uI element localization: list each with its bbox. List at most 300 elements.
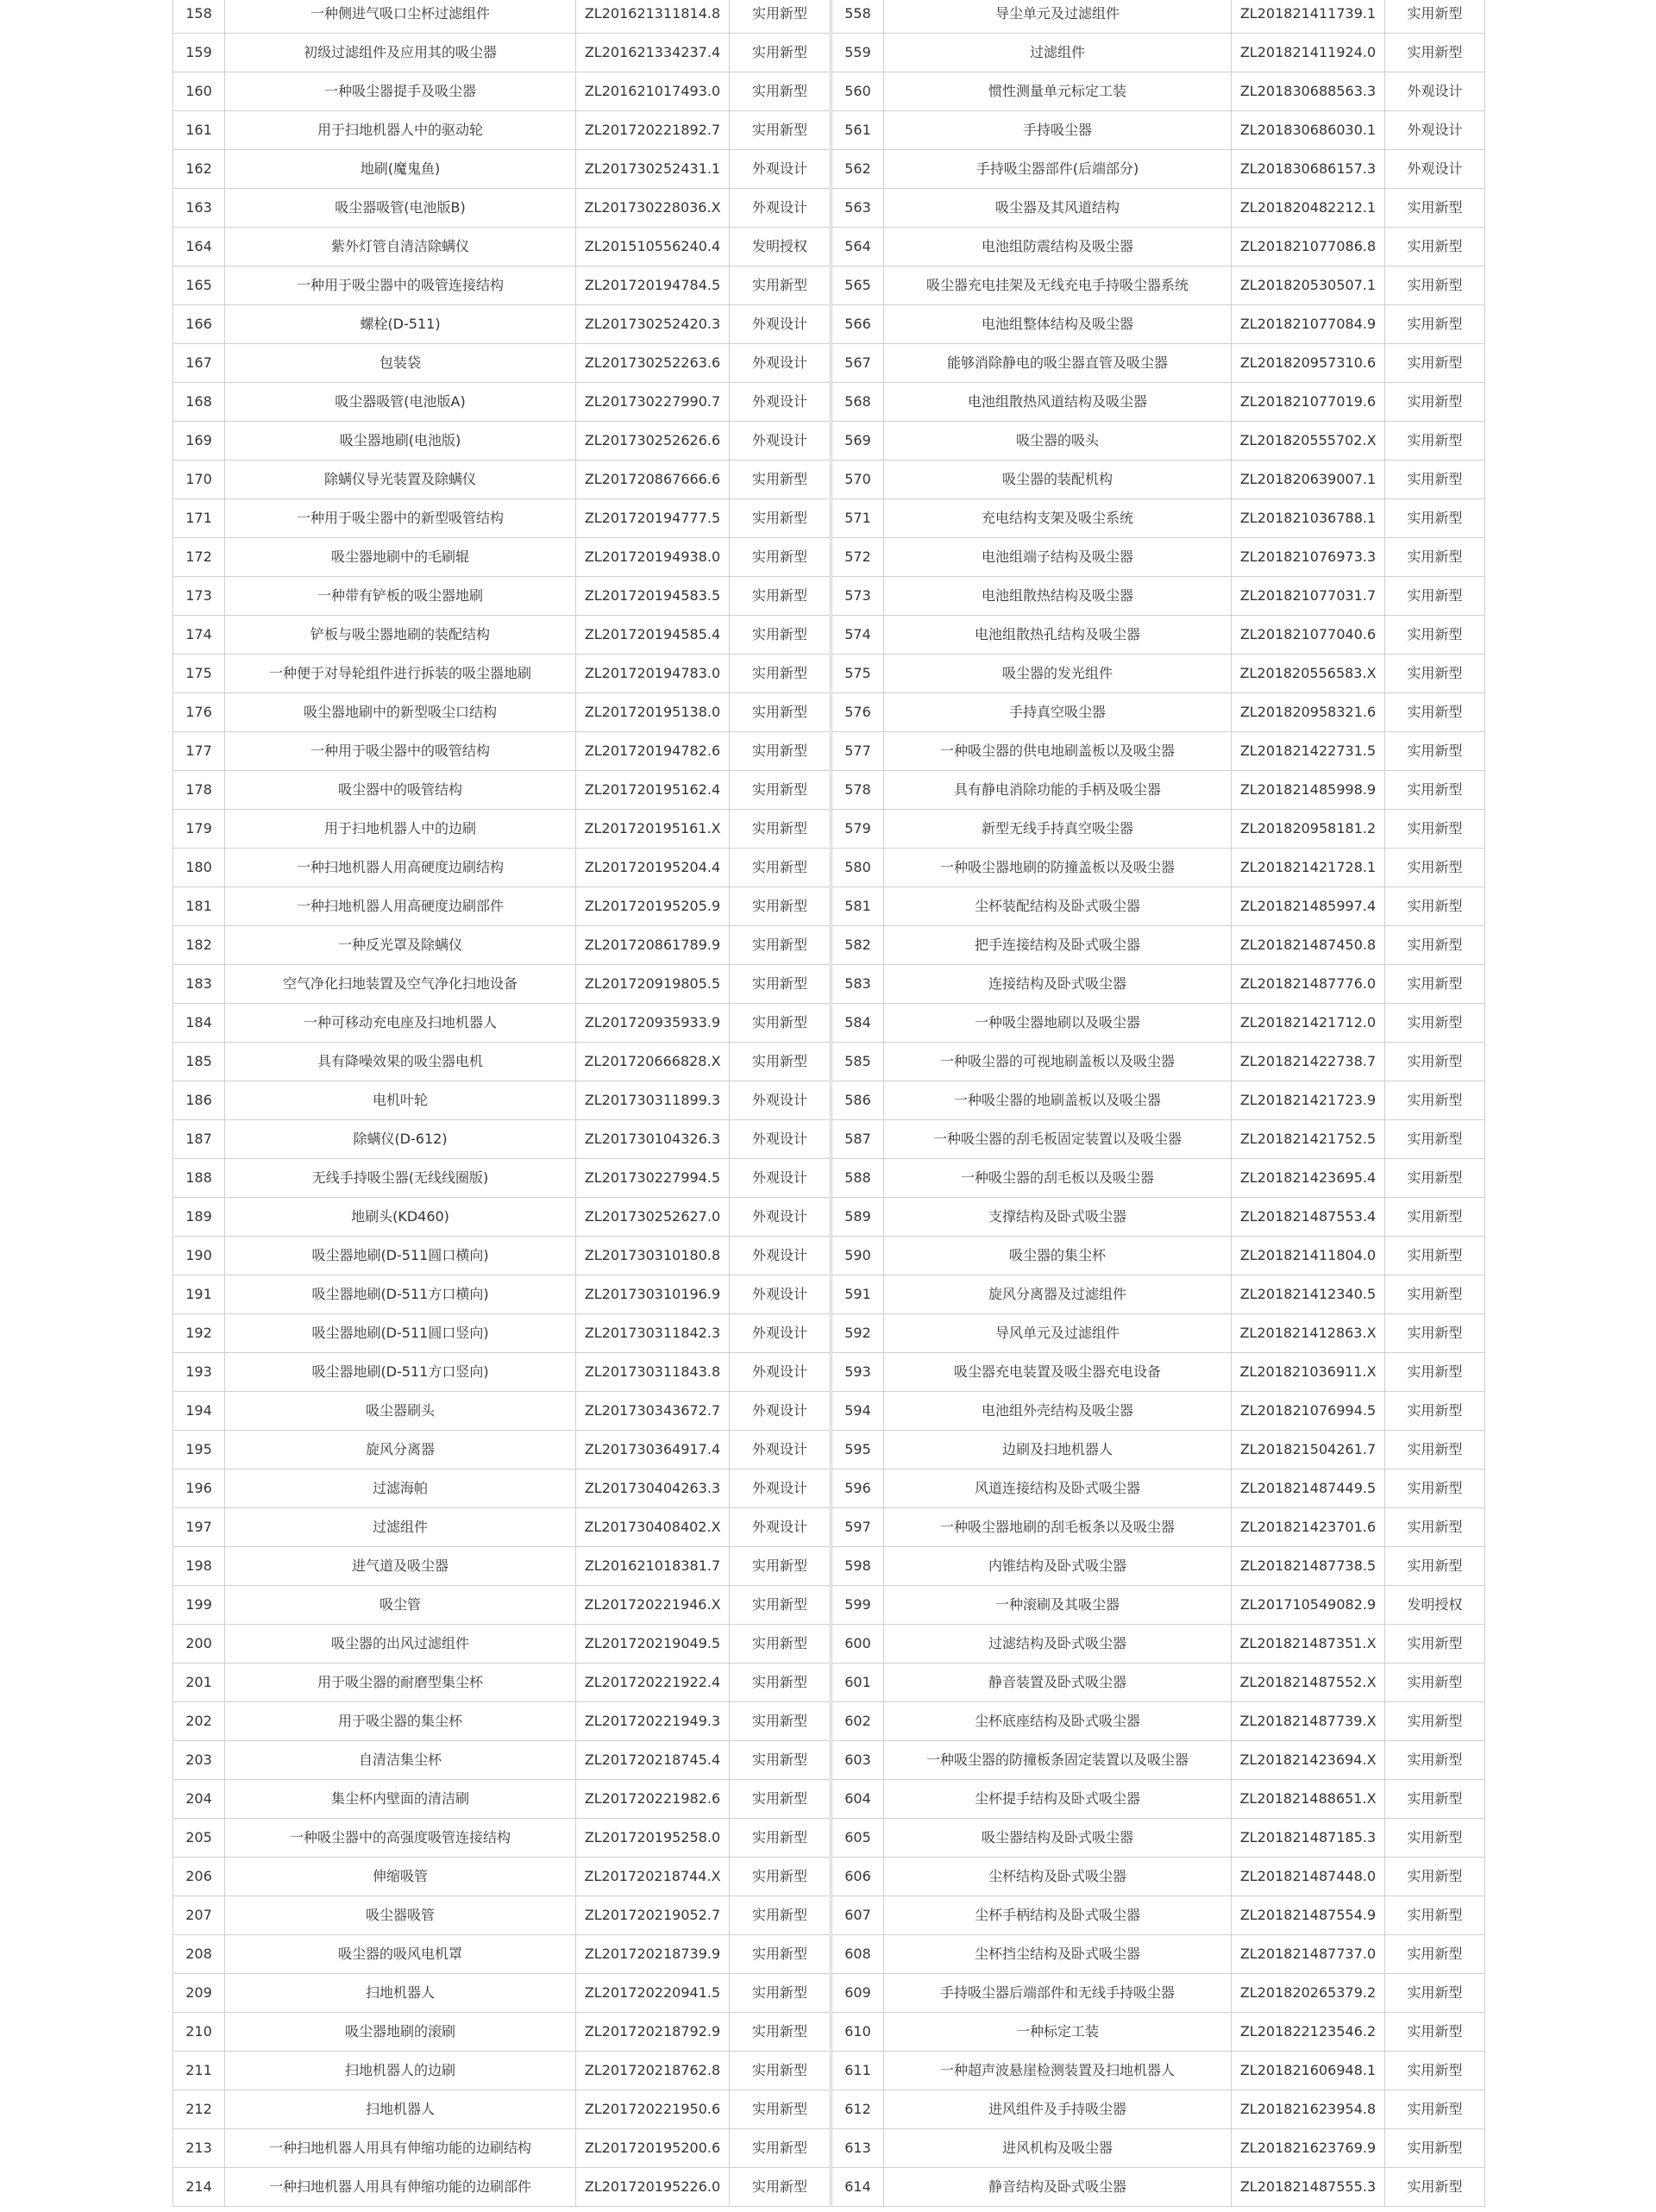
table-row: [832, 34, 1485, 72]
patent-type-cell: 实用新型: [730, 0, 831, 34]
patent-number-cell: ZL201821487449.5: [1232, 1469, 1385, 1508]
table-row: [832, 1664, 1485, 1702]
patent-name-cell: 一种吸尘器中的高强度吸管连接结构: [225, 1819, 576, 1858]
patent-type-cell: 外观设计: [730, 1353, 831, 1392]
patent-name-cell: 进风组件及手持吸尘器: [884, 2090, 1232, 2129]
table-row: [173, 1081, 831, 1120]
table-row: [173, 1237, 831, 1275]
patent-type-cell: 实用新型: [730, 965, 831, 1004]
table-row: [832, 732, 1485, 771]
patent-name-cell: 静音结构及卧式吸尘器: [884, 2168, 1232, 2207]
row-number-cell: 158: [173, 0, 225, 34]
table-row: [832, 344, 1485, 383]
patent-number-cell: ZL201821487739.X: [1232, 1702, 1385, 1741]
patent-number-cell: ZL201820482212.1: [1232, 189, 1385, 228]
table-row: [173, 1974, 831, 2013]
patent-type-cell: 发明授权: [1385, 1586, 1485, 1625]
table-row: [832, 266, 1485, 305]
patent-type-cell: 外观设计: [1385, 72, 1485, 111]
row-number-cell: 595: [832, 1431, 884, 1469]
patent-name-cell: 一种便于对导轮组件进行拆装的吸尘器地刷: [225, 655, 576, 693]
table-row: [832, 1508, 1485, 1547]
patent-name-cell: 旋风分离器及过滤组件: [884, 1275, 1232, 1314]
patent-number-cell: ZL201830688563.3: [1232, 72, 1385, 111]
patent-type-cell: 实用新型: [730, 926, 831, 965]
row-number-cell: 576: [832, 693, 884, 732]
row-number-cell: 196: [173, 1469, 225, 1508]
patent-table-left: [172, 0, 831, 2207]
row-number-cell: 590: [832, 1237, 884, 1275]
patent-name-cell: 静音装置及卧式吸尘器: [884, 1664, 1232, 1702]
table-row: [173, 189, 831, 228]
patent-name-cell: 扫地机器人: [225, 1974, 576, 2013]
table-row: [173, 34, 831, 72]
table-row: [173, 616, 831, 655]
patent-name-cell: 螺栓(D-511): [225, 305, 576, 344]
patent-number-cell: ZL201730408402.X: [576, 1508, 730, 1547]
patent-type-cell: 外观设计: [730, 150, 831, 189]
patent-type-cell: 实用新型: [730, 655, 831, 693]
row-number-cell: 602: [832, 1702, 884, 1741]
patent-number-cell: ZL201720194585.4: [576, 616, 730, 655]
patent-name-cell: 新型无线手持真空吸尘器: [884, 810, 1232, 849]
patent-type-cell: 实用新型: [1385, 1780, 1485, 1819]
patent-number-cell: ZL201720919805.5: [576, 965, 730, 1004]
table-row: [173, 1819, 831, 1858]
patent-number-cell: ZL201720221946.X: [576, 1586, 730, 1625]
patent-type-cell: 实用新型: [730, 2090, 831, 2129]
table-row: [832, 538, 1485, 577]
table-row: [173, 1508, 831, 1547]
table-row: [173, 228, 831, 266]
patent-name-cell: 一种吸尘器提手及吸尘器: [225, 72, 576, 111]
patent-type-cell: 实用新型: [1385, 189, 1485, 228]
patent-name-cell: 一种标定工装: [884, 2013, 1232, 2052]
patent-number-cell: ZL201720195258.0: [576, 1819, 730, 1858]
patent-name-cell: 吸尘器的集尘杯: [884, 1237, 1232, 1275]
patent-name-cell: 除螨仪(D-612): [225, 1120, 576, 1159]
patent-number-cell: ZL201821487555.3: [1232, 2168, 1385, 2207]
patent-type-cell: 实用新型: [1385, 1237, 1485, 1275]
patent-type-cell: 实用新型: [1385, 344, 1485, 383]
table-row: [173, 499, 831, 538]
patent-number-cell: ZL201830686157.3: [1232, 150, 1385, 189]
row-number-cell: 599: [832, 1586, 884, 1625]
row-number-cell: 565: [832, 266, 884, 305]
row-number-cell: 588: [832, 1159, 884, 1198]
patent-type-cell: 实用新型: [1385, 499, 1485, 538]
patent-number-cell: ZL201821487553.4: [1232, 1198, 1385, 1237]
patent-name-cell: 用于扫地机器人中的边刷: [225, 810, 576, 849]
patent-name-cell: 过滤结构及卧式吸尘器: [884, 1625, 1232, 1664]
patent-name-cell: 吸尘器中的吸管结构: [225, 771, 576, 810]
table-row: [173, 1198, 831, 1237]
patent-type-cell: 实用新型: [1385, 383, 1485, 422]
patent-type-cell: 实用新型: [1385, 849, 1485, 887]
patent-type-cell: 实用新型: [1385, 577, 1485, 616]
patent-name-cell: 导风单元及过滤组件: [884, 1314, 1232, 1353]
row-number-cell: 194: [173, 1392, 225, 1431]
patent-name-cell: 吸尘器吸管(电池版A): [225, 383, 576, 422]
patent-name-cell: 吸尘器地刷中的毛刷辊: [225, 538, 576, 577]
table-row: [173, 655, 831, 693]
patent-name-cell: 扫地机器人: [225, 2090, 576, 2129]
patent-number-cell: ZL201730364917.4: [576, 1431, 730, 1469]
patent-number-cell: ZL201822123546.2: [1232, 2013, 1385, 2052]
patent-name-cell: 充电结构支架及吸尘系统: [884, 499, 1232, 538]
table-row: [832, 2090, 1485, 2129]
patent-type-cell: 发明授权: [730, 228, 831, 266]
row-number-cell: 584: [832, 1004, 884, 1043]
table-row: [832, 1702, 1485, 1741]
row-number-cell: 570: [832, 461, 884, 499]
patent-number-cell: ZL201730311842.3: [576, 1314, 730, 1353]
row-number-cell: 574: [832, 616, 884, 655]
patent-type-cell: 实用新型: [1385, 538, 1485, 577]
patent-number-cell: ZL201720195205.9: [576, 887, 730, 926]
patent-type-cell: 实用新型: [1385, 2013, 1485, 2052]
row-number-cell: 183: [173, 965, 225, 1004]
patent-type-cell: 实用新型: [730, 1043, 831, 1081]
patent-type-cell: 实用新型: [730, 849, 831, 887]
table-row: [173, 2013, 831, 2052]
table-row: [832, 771, 1485, 810]
row-number-cell: 587: [832, 1120, 884, 1159]
patent-type-cell: 外观设计: [1385, 150, 1485, 189]
patent-type-cell: 实用新型: [730, 1935, 831, 1974]
patent-number-cell: ZL201720195161.X: [576, 810, 730, 849]
patent-number-cell: ZL201730310180.8: [576, 1237, 730, 1275]
patent-name-cell: 吸尘管: [225, 1586, 576, 1625]
row-number-cell: 163: [173, 189, 225, 228]
patent-name-cell: 过滤海帕: [225, 1469, 576, 1508]
patent-number-cell: ZL201821077019.6: [1232, 383, 1385, 422]
row-number-cell: 191: [173, 1275, 225, 1314]
patent-name-cell: 一种吸尘器的刮毛板以及吸尘器: [884, 1159, 1232, 1198]
row-number-cell: 608: [832, 1935, 884, 1974]
patent-name-cell: 惯性测量单元标定工装: [884, 72, 1232, 111]
patent-name-cell: 电机叶轮: [225, 1081, 576, 1120]
row-number-cell: 571: [832, 499, 884, 538]
table-row: [173, 965, 831, 1004]
patent-name-cell: 过滤组件: [225, 1508, 576, 1547]
row-number-cell: 567: [832, 344, 884, 383]
patent-number-cell: ZL201720195162.4: [576, 771, 730, 810]
patent-type-cell: 实用新型: [1385, 2052, 1485, 2090]
patent-name-cell: 一种带有铲板的吸尘器地刷: [225, 577, 576, 616]
patent-number-cell: ZL201821422738.7: [1232, 1043, 1385, 1081]
patent-number-cell: ZL201821421712.0: [1232, 1004, 1385, 1043]
patent-number-cell: ZL201730104326.3: [576, 1120, 730, 1159]
patent-name-cell: 一种扫地机器人用具有伸缩功能的边刷结构: [225, 2129, 576, 2168]
row-number-cell: 176: [173, 693, 225, 732]
row-number-cell: 159: [173, 34, 225, 72]
row-number-cell: 173: [173, 577, 225, 616]
row-number-cell: 580: [832, 849, 884, 887]
patent-name-cell: 用于吸尘器的集尘杯: [225, 1702, 576, 1741]
patent-number-cell: ZL201720867666.6: [576, 461, 730, 499]
patent-name-cell: 尘杯装配结构及卧式吸尘器: [884, 887, 1232, 926]
patent-type-cell: 实用新型: [1385, 732, 1485, 771]
patent-name-cell: 把手连接结构及卧式吸尘器: [884, 926, 1232, 965]
patent-type-cell: 实用新型: [730, 1896, 831, 1935]
patent-type-cell: 实用新型: [1385, 655, 1485, 693]
patent-type-cell: 实用新型: [730, 771, 831, 810]
patent-name-cell: 电池组整体结构及吸尘器: [884, 305, 1232, 344]
patent-type-cell: 实用新型: [1385, 1275, 1485, 1314]
patent-type-cell: 实用新型: [1385, 1547, 1485, 1586]
patent-number-cell: ZL201720194777.5: [576, 499, 730, 538]
row-number-cell: 593: [832, 1353, 884, 1392]
table-row: [173, 1043, 831, 1081]
patent-number-cell: ZL201730404263.3: [576, 1469, 730, 1508]
patent-number-cell: ZL201730311843.8: [576, 1353, 730, 1392]
patent-type-cell: 实用新型: [1385, 266, 1485, 305]
row-number-cell: 184: [173, 1004, 225, 1043]
patent-number-cell: ZL201730310196.9: [576, 1275, 730, 1314]
patent-table-left-body: [173, 0, 831, 2207]
patent-number-cell: ZL201821487738.5: [1232, 1547, 1385, 1586]
patent-number-cell: ZL201821077040.6: [1232, 616, 1385, 655]
patent-type-cell: 实用新型: [730, 1004, 831, 1043]
patent-name-cell: 一种吸尘器地刷的刮毛板条以及吸尘器: [884, 1508, 1232, 1547]
patent-name-cell: 电池组散热孔结构及吸尘器: [884, 616, 1232, 655]
patent-name-cell: 边刷及扫地机器人: [884, 1431, 1232, 1469]
patent-type-cell: 实用新型: [1385, 810, 1485, 849]
row-number-cell: 174: [173, 616, 225, 655]
row-number-cell: 606: [832, 1858, 884, 1896]
table-row: [832, 1237, 1485, 1275]
patent-name-cell: 自清洁集尘杯: [225, 1741, 576, 1780]
table-row: [832, 2013, 1485, 2052]
table-row: [832, 926, 1485, 965]
row-number-cell: 592: [832, 1314, 884, 1353]
row-number-cell: 190: [173, 1237, 225, 1275]
table-row: [832, 655, 1485, 693]
patent-type-cell: 实用新型: [1385, 422, 1485, 461]
patent-type-cell: 实用新型: [1385, 771, 1485, 810]
patent-name-cell: 用于扫地机器人中的驱动轮: [225, 111, 576, 150]
row-number-cell: 170: [173, 461, 225, 499]
patent-name-cell: 尘杯挡尘结构及卧式吸尘器: [884, 1935, 1232, 1974]
table-row: [173, 1547, 831, 1586]
table-row: [832, 0, 1485, 34]
patent-type-cell: 外观设计: [730, 1159, 831, 1198]
patent-number-cell: ZL201720194782.6: [576, 732, 730, 771]
row-number-cell: 179: [173, 810, 225, 849]
patent-number-cell: ZL201720221982.6: [576, 1780, 730, 1819]
row-number-cell: 202: [173, 1702, 225, 1741]
table-row: [832, 228, 1485, 266]
table-row: [173, 1159, 831, 1198]
patent-type-cell: 实用新型: [1385, 1431, 1485, 1469]
table-row: [832, 1198, 1485, 1237]
table-row: [173, 577, 831, 616]
table-row: [173, 1858, 831, 1896]
table-row: [832, 1275, 1485, 1314]
row-number-cell: 169: [173, 422, 225, 461]
table-row: [173, 461, 831, 499]
table-row: [173, 1004, 831, 1043]
patent-number-cell: ZL201821076973.3: [1232, 538, 1385, 577]
patent-name-cell: 具有降噪效果的吸尘器电机: [225, 1043, 576, 1081]
patent-number-cell: ZL201720218792.9: [576, 2013, 730, 2052]
patent-number-cell: ZL201730252627.0: [576, 1198, 730, 1237]
table-row: [173, 732, 831, 771]
row-number-cell: 612: [832, 2090, 884, 2129]
patent-number-cell: ZL201730252420.3: [576, 305, 730, 344]
patent-name-cell: 导尘单元及过滤组件: [884, 0, 1232, 34]
patent-type-cell: 实用新型: [1385, 1935, 1485, 1974]
patent-type-cell: 外观设计: [730, 1314, 831, 1353]
table-row: [173, 1353, 831, 1392]
patent-name-cell: 一种吸尘器地刷的防撞盖板以及吸尘器: [884, 849, 1232, 887]
patent-name-cell: 尘杯结构及卧式吸尘器: [884, 1858, 1232, 1896]
patent-number-cell: ZL201821487351.X: [1232, 1625, 1385, 1664]
patent-number-cell: ZL201821606948.1: [1232, 2052, 1385, 2090]
patent-type-cell: 外观设计: [730, 1120, 831, 1159]
patent-name-cell: 吸尘器及其风道结构: [884, 189, 1232, 228]
table-row: [832, 1780, 1485, 1819]
patent-type-cell: 实用新型: [730, 1586, 831, 1625]
table-row: [832, 1586, 1485, 1625]
patent-number-cell: ZL201820556583.X: [1232, 655, 1385, 693]
patent-type-cell: 实用新型: [1385, 1625, 1485, 1664]
patent-name-cell: 进风机构及吸尘器: [884, 2129, 1232, 2168]
patent-number-cell: ZL201820639007.1: [1232, 461, 1385, 499]
table-row: [832, 1547, 1485, 1586]
table-row: [832, 1819, 1485, 1858]
patent-type-cell: 实用新型: [1385, 0, 1485, 34]
row-number-cell: 211: [173, 2052, 225, 2090]
table-row: [832, 461, 1485, 499]
table-row: [832, 1004, 1485, 1043]
patent-type-cell: 实用新型: [1385, 228, 1485, 266]
patent-type-cell: 实用新型: [730, 499, 831, 538]
patent-name-cell: 一种用于吸尘器中的吸管连接结构: [225, 266, 576, 305]
patent-number-cell: ZL201720195204.4: [576, 849, 730, 887]
patent-number-cell: ZL201720194583.5: [576, 577, 730, 616]
patent-name-cell: 电池组散热结构及吸尘器: [884, 577, 1232, 616]
patent-number-cell: ZL201720221950.6: [576, 2090, 730, 2129]
row-number-cell: 185: [173, 1043, 225, 1081]
row-number-cell: 167: [173, 344, 225, 383]
patent-number-cell: ZL201821412863.X: [1232, 1314, 1385, 1353]
row-number-cell: 568: [832, 383, 884, 422]
patent-number-cell: ZL201720220941.5: [576, 1974, 730, 2013]
patent-type-cell: 外观设计: [730, 1081, 831, 1120]
patent-number-cell: ZL201821487776.0: [1232, 965, 1385, 1004]
patent-type-cell: 实用新型: [1385, 1896, 1485, 1935]
patent-name-cell: 进气道及吸尘器: [225, 1547, 576, 1586]
table-row: [832, 189, 1485, 228]
patent-name-cell: 吸尘器充电装置及吸尘器充电设备: [884, 1353, 1232, 1392]
patent-name-cell: 铲板与吸尘器地刷的装配结构: [225, 616, 576, 655]
row-number-cell: 204: [173, 1780, 225, 1819]
patent-name-cell: 手持真空吸尘器: [884, 693, 1232, 732]
row-number-cell: 607: [832, 1896, 884, 1935]
table-row: [173, 422, 831, 461]
patent-number-cell: ZL201821036911.X: [1232, 1353, 1385, 1392]
patent-type-cell: 外观设计: [730, 1275, 831, 1314]
row-number-cell: 583: [832, 965, 884, 1004]
patent-number-cell: ZL201710549082.9: [1232, 1586, 1385, 1625]
row-number-cell: 193: [173, 1353, 225, 1392]
table-row: [832, 72, 1485, 111]
patent-number-cell: ZL201821423695.4: [1232, 1159, 1385, 1198]
patent-name-cell: 地刷(魔鬼鱼): [225, 150, 576, 189]
patent-number-cell: ZL201821421723.9: [1232, 1081, 1385, 1120]
table-row: [173, 1896, 831, 1935]
table-row: [173, 810, 831, 849]
patent-number-cell: ZL201821487737.0: [1232, 1935, 1385, 1974]
row-number-cell: 601: [832, 1664, 884, 1702]
patent-type-cell: 实用新型: [730, 1974, 831, 2013]
row-number-cell: 192: [173, 1314, 225, 1353]
row-number-cell: 195: [173, 1431, 225, 1469]
table-row: [832, 150, 1485, 189]
patent-name-cell: 一种吸尘器的可视地刷盖板以及吸尘器: [884, 1043, 1232, 1081]
patent-type-cell: 外观设计: [730, 422, 831, 461]
patent-type-cell: 外观设计: [730, 344, 831, 383]
table-row: [173, 1120, 831, 1159]
patent-number-cell: ZL201821487552.X: [1232, 1664, 1385, 1702]
patent-name-cell: 吸尘器吸管: [225, 1896, 576, 1935]
patent-number-cell: ZL201621311814.8: [576, 0, 730, 34]
row-number-cell: 589: [832, 1198, 884, 1237]
table-row: [173, 771, 831, 810]
table-row: [832, 1043, 1485, 1081]
patent-number-cell: ZL201821036788.1: [1232, 499, 1385, 538]
row-number-cell: 597: [832, 1508, 884, 1547]
row-number-cell: 213: [173, 2129, 225, 2168]
table-row: [832, 305, 1485, 344]
row-number-cell: 558: [832, 0, 884, 34]
patent-type-cell: 实用新型: [1385, 616, 1485, 655]
row-number-cell: 611: [832, 2052, 884, 2090]
patent-name-cell: 吸尘器地刷(D-511方口竖向): [225, 1353, 576, 1392]
row-number-cell: 175: [173, 655, 225, 693]
patent-name-cell: 风道连接结构及卧式吸尘器: [884, 1469, 1232, 1508]
table-row: [832, 1314, 1485, 1353]
patent-type-cell: 实用新型: [730, 1819, 831, 1858]
patent-type-cell: 实用新型: [1385, 34, 1485, 72]
patent-number-cell: ZL201821411804.0: [1232, 1237, 1385, 1275]
row-number-cell: 165: [173, 266, 225, 305]
row-number-cell: 582: [832, 926, 884, 965]
patent-type-cell: 实用新型: [1385, 1741, 1485, 1780]
patent-name-cell: 吸尘器的出风过滤组件: [225, 1625, 576, 1664]
patent-name-cell: 吸尘器吸管(电池版B): [225, 189, 576, 228]
patent-name-cell: 一种超声波悬崖检测装置及扫地机器人: [884, 2052, 1232, 2090]
patent-type-cell: 实用新型: [730, 72, 831, 111]
row-number-cell: 564: [832, 228, 884, 266]
patent-name-cell: 吸尘器地刷的滚刷: [225, 2013, 576, 2052]
row-number-cell: 162: [173, 150, 225, 189]
patent-type-cell: 实用新型: [1385, 1392, 1485, 1431]
patent-number-cell: ZL201730227994.5: [576, 1159, 730, 1198]
patent-name-cell: 一种用于吸尘器中的新型吸管结构: [225, 499, 576, 538]
patent-type-cell: 实用新型: [1385, 2090, 1485, 2129]
patent-type-cell: 实用新型: [1385, 887, 1485, 926]
row-number-cell: 600: [832, 1625, 884, 1664]
patent-type-cell: 实用新型: [1385, 305, 1485, 344]
patent-name-cell: 电池组散热风道结构及吸尘器: [884, 383, 1232, 422]
row-number-cell: 207: [173, 1896, 225, 1935]
patent-number-cell: ZL201821412340.5: [1232, 1275, 1385, 1314]
patent-name-cell: 空气净化扫地装置及空气净化扫地设备: [225, 965, 576, 1004]
patent-type-cell: 实用新型: [730, 2168, 831, 2207]
